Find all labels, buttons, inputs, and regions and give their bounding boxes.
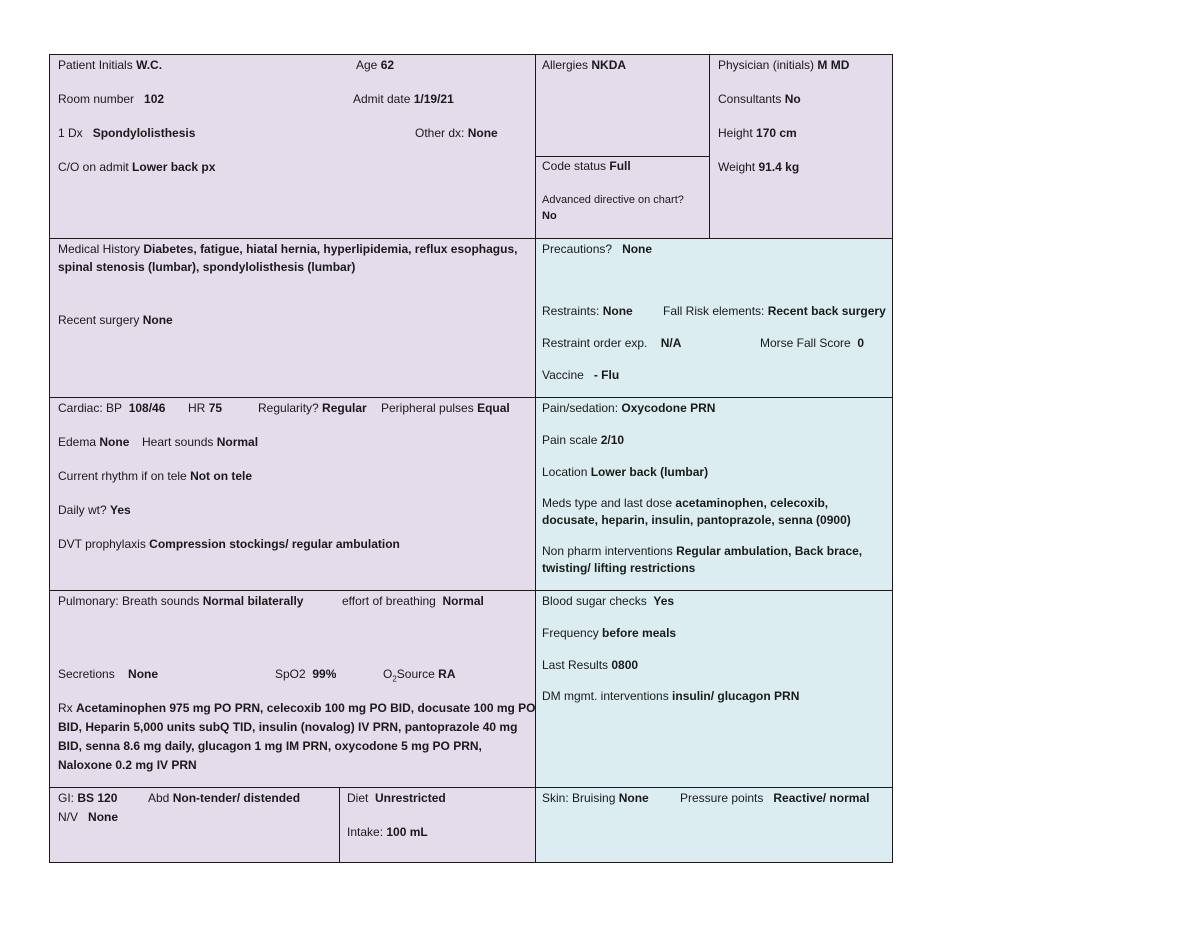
medical-history-cell bbox=[49, 238, 536, 398]
spo2-field: SpO2 99% bbox=[275, 667, 337, 681]
blood-sugar-checks-field: Blood sugar checks Yes bbox=[542, 594, 675, 608]
age-field: Age 62 bbox=[356, 58, 395, 72]
complaint-field: C/O on admit Lower back px bbox=[58, 160, 216, 174]
pulses-field: Peripheral pulses Equal bbox=[381, 401, 510, 415]
gi-cell bbox=[49, 787, 340, 863]
vaccine-field: Vaccine - Flu bbox=[542, 368, 620, 382]
rx-line3: BID, senna 8.6 mg daily, glucagon 1 mg IM PRN, oxycodone 5 mg PO PRN, bbox=[58, 739, 482, 753]
bp-field: Cardiac: BP 108/46 bbox=[58, 401, 166, 415]
dm-interventions-field: DM mgmt. interventions insulin/ glucagon PRN bbox=[542, 689, 800, 703]
other-dx-field: Other dx: None bbox=[415, 126, 498, 140]
weight-field: Weight 91.4 kg bbox=[718, 160, 800, 174]
recent-surgery-field: Recent surgery None bbox=[58, 313, 173, 327]
bruising-field: Skin: Bruising None bbox=[542, 791, 649, 805]
precautions-field: Precautions? None bbox=[542, 242, 653, 256]
abd-field: Abd Non-tender/ distended bbox=[148, 791, 301, 805]
nonpharm-field-line1: Non pharm interventions Regular ambulation, Back brace, bbox=[542, 544, 863, 558]
pain-scale-field: Pain scale 2/10 bbox=[542, 433, 625, 447]
regularity-field: Regularity? Regular bbox=[258, 401, 367, 415]
breath-sounds-field: Pulmonary: Breath sounds Normal bilaterally bbox=[58, 594, 304, 608]
morse-score-field: Morse Fall Score 0 bbox=[760, 336, 865, 350]
hr-field: HR 75 bbox=[188, 401, 223, 415]
code-status-cell bbox=[535, 156, 710, 239]
meds-field-line2: docusate, heparin, insulin, pantoprazole, senna (0900) bbox=[542, 513, 851, 527]
rhythm-field: Current rhythm if on tele Not on tele bbox=[58, 469, 253, 483]
restraint-exp-field: Restraint order exp. N/A bbox=[542, 336, 682, 350]
medical-history-line1: Medical History Diabetes, fatigue, hiatal hernia, hyperlipidemia, reflux esophagus, bbox=[58, 242, 518, 256]
height-field: Height 170 cm bbox=[718, 126, 797, 140]
o2-source-field: $O_2Source$ RA bbox=[383, 667, 456, 684]
physician-cell bbox=[709, 54, 893, 239]
pain-location-field: Location Lower back (lumbar) bbox=[542, 465, 709, 479]
diet-cell bbox=[339, 787, 536, 863]
admit-date-field: Admit date 1/19/21 bbox=[353, 92, 454, 106]
heart-sounds-field: Heart sounds Normal bbox=[142, 435, 259, 449]
advanced-directive-value: No bbox=[542, 210, 557, 222]
frequency-field: Frequency before meals bbox=[542, 626, 677, 640]
gi-bs-field: GI: BS 120 bbox=[58, 791, 118, 805]
effort-field: effort of breathing Normal bbox=[342, 594, 484, 608]
nv-field: N/V None bbox=[58, 810, 119, 824]
allergies-cell bbox=[535, 54, 710, 157]
allergies-field: Allergies NKDA bbox=[542, 58, 627, 72]
secretions-field: Secretions None bbox=[58, 667, 159, 681]
daily-weight-field: Daily wt? Yes bbox=[58, 503, 131, 517]
pain-sedation-field: Pain/sedation: Oxycodone PRN bbox=[542, 401, 716, 415]
pressure-points-field: Pressure points Reactive/ normal bbox=[680, 791, 870, 805]
last-results-field: Last Results 0800 bbox=[542, 658, 639, 672]
consultants-field: Consultants No bbox=[718, 92, 801, 106]
room-field: Room number 102 bbox=[58, 92, 165, 106]
edema-field: Edema None bbox=[58, 435, 130, 449]
rx-line2: BID, Heparin 5,000 units subQ TID, insulin (novalog) IV PRN, pantoprazole 40 mg bbox=[58, 720, 518, 734]
meds-field-line1: Meds type and last dose acetaminophen, celecoxib, bbox=[542, 496, 829, 510]
rx-line1: Rx Acetaminophen 975 mg PO PRN, celecoxib 100 mg PO BID, docusate 100 mg PO bbox=[58, 701, 536, 715]
glucose-cell bbox=[535, 590, 893, 788]
advanced-directive-label: Advanced directive on chart? bbox=[542, 194, 684, 206]
pain-cell bbox=[535, 397, 893, 591]
cardiac-cell bbox=[49, 397, 536, 591]
code-status-field: Code status Full bbox=[542, 159, 631, 173]
pulmonary-cell bbox=[49, 590, 536, 788]
medical-history-line2: spinal stenosis (lumbar), spondylolisthesis (lumbar) bbox=[58, 260, 356, 274]
precautions-cell bbox=[535, 238, 893, 398]
fall-risk-field: Fall Risk elements: Recent back surgery bbox=[663, 304, 886, 318]
diet-field: Diet Unrestricted bbox=[347, 791, 446, 805]
patient-info-cell bbox=[49, 54, 536, 239]
primary-dx-field: 1 Dx Spondylolisthesis bbox=[58, 126, 196, 140]
skin-cell bbox=[535, 787, 893, 863]
physician-field: Physician (initials) M MD bbox=[718, 58, 850, 72]
restraints-field: Restraints: None bbox=[542, 304, 633, 318]
nonpharm-field-line2: twisting/ lifting restrictions bbox=[542, 561, 696, 575]
intake-field: Intake: 100 mL bbox=[347, 825, 428, 839]
dvt-field: DVT prophylaxis Compression stockings/ regular ambulation bbox=[58, 537, 400, 551]
rx-line4: Naloxone 0.2 mg IV PRN bbox=[58, 758, 197, 772]
patient-initials-field: Patient Initials W.C. bbox=[58, 58, 163, 72]
